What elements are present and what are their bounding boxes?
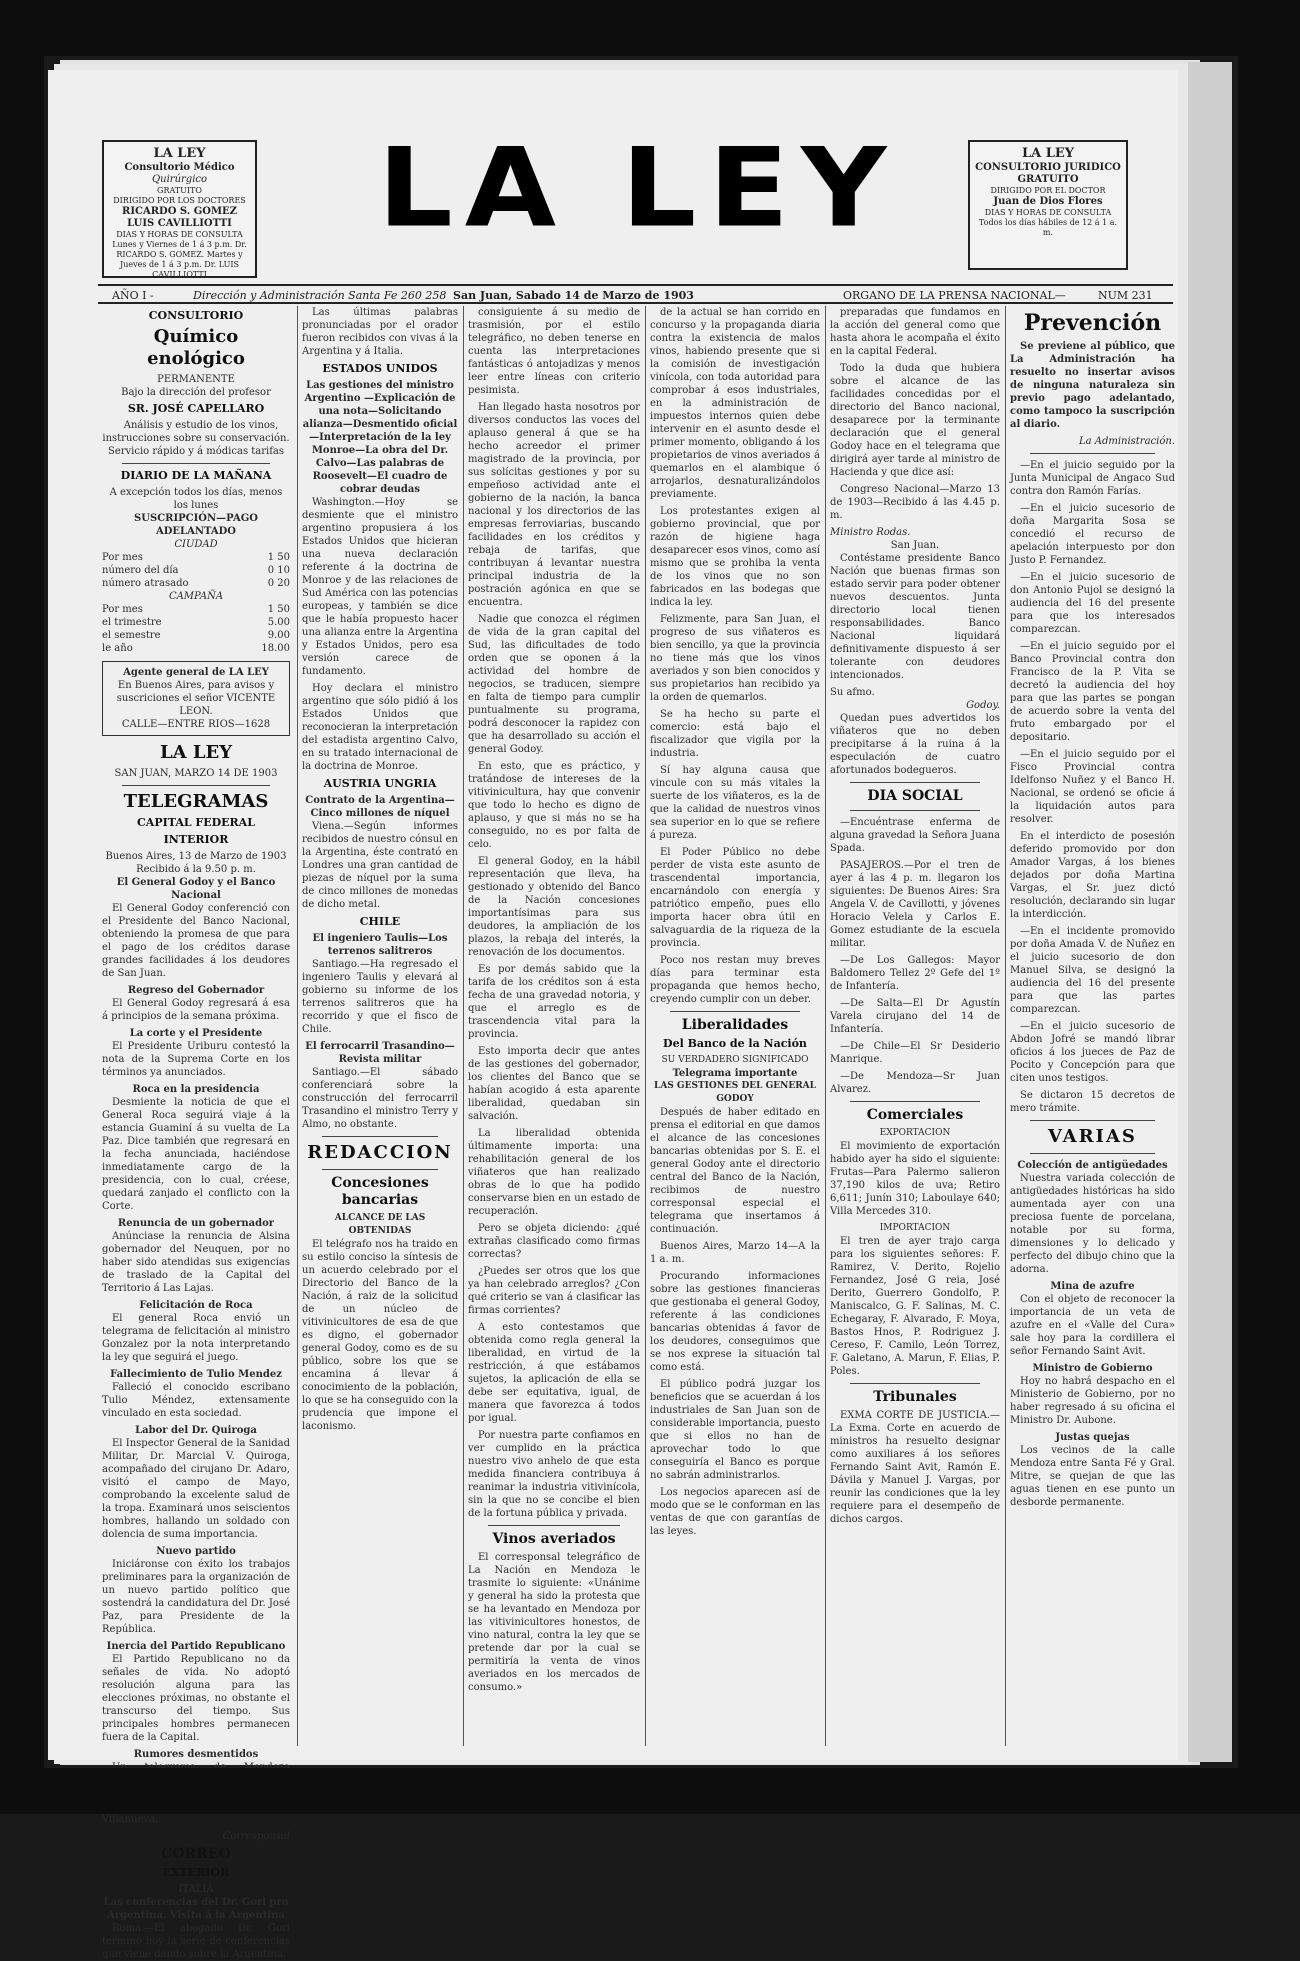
court-item: —En el juicio sucesorio de doña Margarita Sosa se concedió el recurso de apelación interpuesto por don Justo P. Fernandez. — [1010, 503, 1175, 566]
court-item: —En el incidente promovido por doña Amada V. de Nuñez en el juicio sucesorio de don Manuel Silva, se designó la audiencia del 16 del presente para que las partes comparezcan. — [1010, 926, 1175, 1015]
court-item: —En el juicio seguido por el Fisco Provincial contra Idelfonso Nuñez y el Banco H. Nacional, se ordenó se oficie á la liquidación autos para resolver. — [1010, 749, 1175, 825]
city-label: CIUDAD — [174, 539, 218, 550]
telegram-item: Fallecimiento de Tulio Mendez Falleció el conocido escribano Tulio Méndez, extensamente vinculado en esta sociedad. — [102, 1369, 290, 1419]
agent-box — [102, 661, 290, 736]
paper-date: SAN JUAN, MARZO 14 DE 1903 — [114, 768, 278, 779]
country-row: Por mes 1 50 — [102, 604, 290, 615]
left-ad-directed: DIRIGIDO POR LOS DOCTORES — [113, 196, 246, 205]
col5-text4: Quedan pues advertidos los viñateros que no deben precipitarse á la ruina á la especulación de cuatro afortunados bodegueros. — [830, 713, 1000, 776]
dispatch-line: Buenos Aires, 13 de Marzo de 1903 Recibido á la 9.50 p. m. — [105, 851, 287, 875]
lib-text3: El público podrá juzgar los beneficios que se acuerdan á los industriales de San Juan son de considerable importancia, puesto que si ellos no han de aprovechar todo lo que conseguiría el Banco es porque no sabrán administrarlos. — [650, 1379, 820, 1481]
concessions-heading: Concesiones bancarias — [331, 1175, 429, 1208]
telegram-item: La corte y el Presidente El Presidente Uriburu contestó la nota de la Suprema Corte en los términos ya anunciados. — [102, 1028, 290, 1078]
city-row: Por mes 1 50 — [102, 552, 290, 563]
consult-title: CONSULTORIO — [148, 309, 244, 322]
col3-text1: consiguiente á su medio de trasmisión, por el estilo telegráfico, no deben tenerse en cuenta las interpretaciones fantásticas ó antojadizas y menos leer entre líneas con criterio pesimista. — [468, 307, 640, 396]
court-item: —En el juicio sucesorio de don Antonio Pujol se designó la audiencia del 16 del presente para que los interesados comparezcan. — [1010, 572, 1175, 635]
col5-sign-pre: Su afmo. — [830, 687, 875, 698]
right-ad-title: LA LEY — [1021, 146, 1075, 161]
telegram-item: Roca en la presidencia Desmiente la noticia de que el General Roca seguirá viaje á la estancia Guaminí á su vuelta de La Paz. Dice también que regresará en la fecha anunciada, haciéndose inmediatamente cargo de la presidencia, con lo cual, créese, quedará zanjado el conflicto con la Corte. — [102, 1084, 290, 1212]
social-item: —Encuéntrase enferma de alguna gravedad la Señora Juana Spada. — [830, 817, 1000, 854]
col3-text4: En esto, que es práctico, y tratándose de intereses de la vitivinicultura, hay que convenir que todo lo hecho es digno de aplauso, y que si más no se ha conseguido, no es por falta de celo. — [468, 761, 640, 850]
lib-sub4: LAS GESTIONES DEL GENERAL GODOY — [653, 1081, 816, 1104]
country-row: le año 18.00 — [102, 643, 290, 654]
telegram-item: Regreso del Gobernador El General Godoy regresará á esa á principios de la semana próxima. — [102, 985, 290, 1022]
varias-head: Colección de antigüedades — [1017, 1160, 1168, 1171]
varias-text2: Con el objeto de reconocer la importancia de un veta de azufre en el «Valle del Cura» sale hoy para la cordillera el señor Fernando Saint Avit. — [1010, 1294, 1175, 1357]
varias-head4: Justas quejas — [1055, 1432, 1130, 1443]
vinos-text: El corresponsal telegráfico de La Nación en Mendoza le trasmite lo siguiente: «Unánime y general ha sido la protesta que se ha levantado en Mendoza por las vitivinicultores honestos, de vino natural, contra la ley que se pretende dar por la cual se permitiría la venta de vinos averiados en los mercados de consumo.» — [468, 1552, 640, 1693]
austria-heading: AUSTRIA UNGRIA — [323, 777, 437, 790]
left-ad-free: GRATUITO — [157, 186, 202, 195]
export-heading: EXPORTACION — [879, 1128, 951, 1138]
usa-text: Washington.—Hoy se desmiente que el ministro argentino propusiera á los Estados Unidos que hicieran una nueva declaración referente á la doctrina de Monroe y de las relaciones de Sud América con las potencias europeas, y también se dice que le había propuesto hacer una alianza entre la Argentina y Estados Unidos, pero esa versión carece de fundamento. — [302, 497, 458, 677]
tribunales-text: EXMA CORTE DE JUSTICIA.—La Exma. Corte en acuerdo de ministros ha resuelto designar como auxiliares á los señores Fernando Saint Avit, Ramón E. Dávila y Manuel J. Vargas, por reunir las condiciones que la ley requiere para el desempeño de dichos cargos. — [830, 1410, 1000, 1525]
right-ad-free: GRATUITO — [1017, 174, 1079, 185]
chile-subhead2: El ferrocarril Trasandino—Revista militar — [305, 1041, 455, 1065]
social-item: —De Salta—El Dr Agustín Varela cirujano del 14 de Infantería. — [830, 998, 1000, 1035]
export-text: El movimiento de exportación habido ayer ha sido el siguiente: Frutas—Para Palermo salieron 37,190 kilos de uva; Retiro 6,611; Junín 310; Laboulaye 640; Villa Mercedes 310. — [830, 1141, 1000, 1217]
usa-heading: ESTADOS UNIDOS — [322, 362, 438, 375]
italia-text: Roma.—El abogado Dr. Gori terminó hoy la serie de conferencias que viene dando sobre la Argentina. — [102, 1923, 290, 1960]
lib-sub: Del Banco de la Nación — [663, 1037, 807, 1050]
telegram-item: Nuevo partido Iniciáronse con éxito los trabajos preliminares para la organización de un nuevo partido político que sostendrá la candidatura del Dr. José Paz, para Presidente de la República. — [102, 1546, 290, 1635]
col5-dispatch: Congreso Nacional—Marzo 13 de 1903—Recibido á las 4.45 p. m. — [830, 484, 1000, 521]
lib-text2: Procurando informaciones sobre las gestiones financieras que gestionaba el general Godoy, referente á las condiciones bancarias obtenidas á favor de los deudores, conseguimos que se nos exprese la situación tal como está. — [650, 1271, 820, 1373]
dateline-date: San Juan, Sabado 14 de Marzo de 1903 — [453, 289, 694, 302]
lib-sub3: Telegrama importante — [672, 1068, 798, 1079]
masthead-right-ad — [968, 140, 1128, 270]
col4-text2: Los protestantes exigen al gobierno provincial, que por razón de higiene haga desaparecer esos vinos, como así mismo que se prohiba la venta de los vinos que no son fabricados en las bodegas que indica la ley. — [650, 506, 820, 608]
prevencion-admin: La Administración. — [1078, 436, 1175, 447]
col5-place: San Juan. — [890, 540, 940, 551]
varias-text4: Los vecinos de la calle Mendoza entre Santa Fé y Gral. Mitre, se quejan de que las aguas tienen en ese punto un desborde permanente. — [1010, 1445, 1175, 1508]
correo-heading: CORREO — [161, 1846, 231, 1862]
chile-heading: CHILE — [359, 915, 401, 928]
col4-text4: Se ha hecho su parte el comercio: está bajo el fiscalizador que vigila por la industria. — [650, 709, 820, 759]
comerciales-heading: Comerciales — [866, 1107, 964, 1123]
dateline-organ: ORGANO DE LA PRENSA NACIONAL— — [843, 289, 1066, 302]
consult-professor: SR. JOSÉ CAPELLARO — [127, 402, 265, 415]
paper-name: LA LEY — [159, 742, 233, 763]
dateline-year: AÑO I - — [112, 289, 154, 302]
prevencion-text: Se previene al público, que La Administración ha resuelto no insertar avisos de ninguna naturaleza sin previo pago adelantado, como tampoco la suscripción al diario. — [1010, 341, 1175, 430]
consult-text: Análisis y estudio de los vinos, instrucciones sobre su conservación. Servicio rápido y á módicas tarifas — [102, 420, 290, 457]
social-heading: DIA SOCIAL — [867, 788, 963, 804]
import-text: El tren de ayer trajo carga para los siguientes señores: F. Ramirez, V. Derito, Rojelio Fernandez, José G reia, José Derito, Guerrero Gondolfo, P. Maniscalco, G. F. Salinas, M. C. Echegaray, F. Alvarado, F. Moya, Bastos Hnos, P. Rodriguez J. Cereso, F. Camilo, León Torrez, F. Galetano, A. Marun, F. Elias, P. Poles. — [830, 1236, 1000, 1377]
country-label: CAMPAÑA — [168, 591, 224, 602]
usa-subhead: Las gestiones del ministro Argentino —Explicación de una nota—Solicitando alianza—Desmentido oficial—Interpretación de la ley Monroe—La obra del Dr. Calvo—Las palabras de Roosevelt—El cuadro de cobrar deudas — [302, 380, 458, 495]
telegram-item: Inercia del Partido Republicano El Partido Republicano no da señales de vida. No adoptó resolución alguna para las elecciones próximas, no obstante el transcurso del tiempo. Sus principales hombres permanecen fuera de la Capital. — [102, 1641, 290, 1743]
column-2 — [302, 306, 458, 1746]
dateline-address: Dirección y Administración Santa Fe 260 258 — [193, 289, 447, 302]
col5-text2: Todo la duda que hubiera sobre el alcance de las facilidades concedidas por el directorio del Banco nacional, desaparece por la terminante declaración que el general Godoy hace en el telegrama que dirigirá ayer tarde al ministro de Hacienda y que dice así: — [830, 363, 1000, 478]
column-4 — [650, 306, 820, 1746]
col3-text5: El general Godoy, en la hábil representación que lleva, ha gestionado y obtenido del Banco de la Nación concesiones importantísimas para sus deudores, la ampliación de los plazos, la rebaja del interés, la renovación de los documentos. — [468, 856, 640, 958]
austria-subhead: Contrato de la Argentina—Cinco millones de níquel — [305, 795, 455, 819]
col3-text9: Pero se objeta diciendo: ¿qué extrañas clasificado como firmas correctas? — [468, 1223, 640, 1260]
court-item: Se dictaron 15 decretos de mero trámite. — [1010, 1090, 1175, 1114]
col3-text12: Por nuestra parte confiamos en ver cumplido en la práctica nuestro vivo anhelo de que esta medida financiera contribuya á reanimar la industria vitivinícola, sin la que no se concibe el bien de la fortuna pública y privada. — [468, 1430, 640, 1519]
col4-text6: El Poder Público no debe perder de vista este asunto de trascendental importancia, encarnándolo con energía y patriótico empeño, pues ello importa hacer obra útil en salvaguardia de la riqueza de la provincia. — [650, 847, 820, 949]
usa-text2: Hoy declara el ministro argentino que sólo pidió á los Estados Unidos que reconocieran la interpretación del estadista argentino Calvo, en su tratado internacional de la doctrina de Monroe. — [302, 683, 458, 772]
telegram-item: Rumores desmentidos Villanueva. — [102, 1749, 259, 1825]
vinos-heading: Vinos averiados — [492, 1531, 616, 1547]
concessions-text: El telégrafo nos ha traido en su estilo conciso la síntesis de un acuerdo celebrado por el Directorio del Banco de la Nación, á raiz de la solicitud de un núcleo de vitivinicultores de esa de que es digno, el gobernador general Godoy, como es de su público, sobre los que se encamina á llevar á conocimiento de la población, lo que se ha conseguido con la prudencia que impone el laconismo. — [302, 1239, 458, 1432]
agent-text: En Buenos Aires, para avisos y suscriciones el señor VICENTE LEON. — [116, 680, 276, 717]
column-6 — [1010, 306, 1175, 1746]
telegram-item: Felicitación de Roca El general Roca envió un telegrama de felicitación al ministro Gonzalez por la nota interpretando la ley que seguirá el juego. — [102, 1300, 290, 1363]
telegram-item: El General Godoy y el Banco Nacional El General Godoy conferenció con el Presidente del Banco Nacional, obteniendo la promesa de que para el pago de los créditos darase grandes facilidades á los deudores de San Juan. — [102, 877, 290, 979]
liberalidades-heading: Liberalidades — [681, 1017, 789, 1033]
col5-text3: Contéstame presidente Banco Nación que buenas firmas son estado servir para poder obtener nuevos descuentos. Junta directorio local tienen responsabilidades. Banco Nacional liquidará definitivamente dispuesto á ser tolerante con deudores intencionados. — [830, 553, 1000, 681]
court-item: En el interdicto de posesión deferido promovido por don Amador Vargas, á los bienes dejados por doña Martina Vargas, el Sr. juez dictó resolución, declarando sin lugar la interdicción. — [1010, 831, 1175, 920]
city-row: número atrasado 0 20 — [102, 578, 290, 589]
varias-text3: Hoy no habrá despacho en el Ministerio de Gobierno, por no haber regresado á su oficina el Ministro Dr. Aubone. — [1010, 1376, 1175, 1426]
lib-dispatch: Buenos Aires, Marzo 14—A la 1 a. m. — [650, 1241, 820, 1265]
social-item: —De Chile—El Sr Desiderio Manrique. — [830, 1041, 1000, 1065]
consult-permanent: PERMANENTE — [157, 374, 235, 385]
court-item: —En el juicio seguido por la Junta Municipal de Angaco Sud contra don Ramón Farías. — [1010, 460, 1175, 497]
col3-text7: Esto importa decir que antes de las gestiones del gobernador, los clientes del Banco que se habían acogido á esta aparente liberalidad, quedaban sin salvación. — [468, 1046, 640, 1122]
paper-ad-sub: A excepción todos los días, menos los lunes — [109, 487, 283, 511]
country-row: el trimestre 5.00 — [102, 617, 290, 628]
agent-title: Agente general de LA LEY — [123, 667, 269, 678]
telegram-item: Labor del Dr. Quiroga El Inspector General de la Sanidad Militar, Dr. Marcial V. Quiroga, acompañado del cirujano Dr. Adaro, visitó el campo de Mayo, comprobando la excelente salud de la tropa. Examinará unos seiscientos hombres, hallando un soldado con dolencia de suma importancia. — [102, 1425, 290, 1540]
masthead-title: LA LEY — [377, 124, 899, 252]
dateline-number: NUM 231 — [1098, 289, 1153, 302]
col5-sign: Godoy. — [966, 700, 1000, 711]
austria-text: Viena.—Según informes recibidos de nuestro cónsul en la Argentina, éste contrató en Londres una gran cantidad de piezas de níquel por la suma de cinco millones de monedas de dicho metal. — [302, 821, 458, 910]
col2-intro: Las últimas palabras pronunciadas por el orador fueron recibidos con vivas á la Argentina y á Italia. — [302, 307, 458, 357]
left-ad-subtitle: Consultorio Médico — [124, 162, 235, 173]
col4-text7: Poco nos restan muy breves días para terminar esta propaganda que hemos hecho, creyendo cumplir con un deber. — [650, 955, 820, 1005]
column-1 — [102, 306, 290, 1960]
right-ad-doctor: Juan de Dios Flores — [993, 196, 1103, 207]
redaccion-heading: REDACCION — [307, 1142, 453, 1163]
lib-text4: Los negocios aparecen así de modo que se le conforman en las ventas de que con garantías de las leyes. — [650, 1487, 820, 1537]
lib-text: Después de haber editado en prensa el editorial en que damos el alcance de las concesiones bancarias obtenidas por S. E. el general Godoy ante el directorio central del Banco de la Nación, recibimos de nuestro corresponsal especial el telegrama que insertamos á continuación. — [650, 1107, 820, 1235]
left-ad-hours: DIAS Y HORAS DE CONSULTA — [116, 230, 243, 239]
varias-head2: Mina de azufre — [1050, 1281, 1135, 1292]
col4-text3: Felizmente, para San Juan, el progreso de sus viñateros es bien sencillo, ya que la provincia no tiene más que los vinos averiados y son bien conocidos y sus propietarios han recibido ya la orden de quemarlos. — [650, 614, 820, 703]
column-3 — [468, 306, 640, 1746]
subscription-label: SUSCRIPCIÓN—PAGO ADELANTADO — [134, 513, 258, 537]
correspondent: Corresponsal — [222, 1831, 290, 1842]
italia-head: Las conferencias del Dr. Gori pro Argentina. Visita á la Argentina — [103, 1897, 289, 1921]
chile-text: Santiago.—Ha regresado el ingeniero Taulis y elevará al gobierno su informe de los terrenos salitreros que ha recorrido y que el fisco de Chile. — [302, 959, 458, 1035]
capital-heading: CAPITAL FEDERAL — [137, 816, 255, 829]
left-ad-kind: Quirúrgico — [151, 174, 208, 185]
col3-text11: A esto contestamos que obtenida como regla general la liberalidad, en virtud de la restricción, á que estábamos sujetos, la aplicación de ella se debe ser equitativa, igual, de manera que favorezca á todos por igual. — [468, 1322, 640, 1424]
country-row: el semestre 9.00 — [102, 630, 290, 641]
social-item: PASAJEROS.—Por el tren de ayer á las 4 p. m. llegaron los siguientes: De Buenos Aires: Sra Angela V. de Cavillotti, y jóvenes Horacio Velela y Carlos E. Gomez estudiante de la escuela militar. — [830, 860, 1000, 949]
col3-text8: La liberalidad obtenida últimamente importa: una rehabilitación general de los viñateros que han realizado obras de lo que ha podido conservarse bien en un estado de recuperación. — [468, 1128, 640, 1217]
chile-subhead: El ingeniero Taulis—Los terrenos salitreros — [312, 933, 448, 957]
col5-minister: Ministro Rodas. — [830, 527, 911, 538]
right-ad-note: Todos los días hábiles de 12 á 1 a. m. — [978, 218, 1118, 237]
varias-text: Nuestra variada colección de antigüedades históricas ha sido aumentada ayer con una preciosa fuente de porcelana, notable por su forma, dimensiones y lo delicado y perfecto del dibujo chino que la adorna. — [1010, 1173, 1175, 1275]
left-ad-title: LA LEY — [153, 146, 206, 161]
varias-heading: VARIAS — [1048, 1126, 1137, 1147]
agent-address: CALLE—ENTRE RIOS—1628 — [121, 719, 271, 730]
right-ad-hours: DIAS Y HORAS DE CONSULTA — [984, 208, 1112, 217]
city-row: número del día 0 10 — [102, 565, 290, 576]
column-5 — [830, 306, 1000, 1746]
col4-text1: de la actual se han corrido en concurso y la propaganda diaria contra la existencia de malos vinos, habiendo presente que si la comisión de investigación vinícola, con toda autoridad para comprobar á esos industriales, en la administración de impuestos internos quien debe intervenir en el asunto desde el primer momento, obligando á los propietarios de vinos averiados á quemarlos en el alambique ó arrojarlos, desnaturalizándolos previamente. — [650, 307, 820, 500]
col3-text6: Es por demás sabido que la tarifa de los créditos son á esta fecha de una gravedad notoria, y que el arreglo es de trascendencia vital para la provincia. — [468, 964, 640, 1040]
interior-heading: INTERIOR — [163, 833, 229, 846]
court-item: —En el juicio seguido por el Banco Provincial contra don Francisco de la P. Vita se decretó la audiencia del hoy para que las partes se pongan de acuerdo sobre la venta del fruto embargado por el depositario. — [1010, 641, 1175, 743]
dateline-bar — [98, 284, 1173, 304]
col5-text1: preparadas que fundamos en la acción del general como que hasta ahora le acompaña el éxito en la capital Federal. — [830, 307, 1000, 357]
right-ad-directed: DIRIGIDO POR EL DOCTOR — [990, 186, 1106, 195]
court-item: —En el juicio sucesorio de Abdon Jofré se mandó librar oficios á los jueces de Paz de Pocito y Concepción para que citen unos testigos. — [1010, 1021, 1175, 1084]
prevencion-heading: Prevención — [1023, 310, 1162, 336]
tribunales-heading: Tribunales — [873, 1389, 957, 1405]
left-ad-doctor2: LUIS CAVILLIOTTI — [127, 218, 232, 229]
left-ad-note: Lunes y Viernes de 1 á 3 p.m. Dr. RICARDO S. GOMEZ. Martes y Jueves de 1 á 3 p.m. Dr. LUIS CAVILLIOTTI — [112, 240, 247, 279]
lib-sub2: SU VERDADERO SIGNIFICADO — [661, 1055, 809, 1065]
import-heading: IMPORTACION — [879, 1223, 951, 1233]
concessions-sub: ALCANCE DE LAS OBTENIDAS — [334, 1213, 426, 1236]
varias-head3: Ministro de Gobierno — [1032, 1363, 1153, 1374]
paper-ad-title: DIARIO DE LA MAÑANA — [120, 469, 272, 482]
col3-text3: Nadie que conozca el régimen de vida de la gran capital del Sud, las dificultades de todo orden que se oponen á la actividad del hombre de negocios, se traducen, siempre en falta de tiempo para cumplir puntualmente su programa, podrá desconocer la rapidez con que ha desarrollado su acción el general Godoy. — [468, 614, 640, 755]
consult-direction: Bajo la dirección del profesor — [121, 387, 271, 398]
exterior-heading: EXTERIOR — [162, 1866, 230, 1879]
col4-text5: Sí hay alguna causa que vincule con su más vitales la suerte de los viñateros, es la de que la calidad de nuestros vinos sea superior en lo que se refiere á pureza. — [650, 765, 820, 841]
consult-name: Químico enológico — [147, 326, 245, 369]
left-ad-doctor1: RICARDO S. GOMEZ — [122, 206, 237, 217]
right-ad-subtitle: CONSULTORIO JURIDICO — [975, 162, 1121, 173]
social-item: —De Mendoza—Sr Juan Alvarez. — [830, 1071, 1000, 1095]
italia-heading: ITALIA — [178, 1884, 214, 1895]
telegrams-heading: TELEGRAMAS — [123, 791, 269, 812]
col3-text2: Han llegado hasta nosotros por diversos conductos las voces del aplauso general á que se ha hecho acreedor el primer magistrado de la provincia, por sus solícitas gestiones y por su empeñoso actividad ante el gobierno de la nación, la banca nacional y los directorios de las empresas ferroviarias, buscando facilidades en los créditos y rebaja de tarifas, que contribuyan á levantar nuestra principal industria de la postración agónica en que se encuentra. — [468, 402, 640, 608]
social-item: —De Los Gallegos: Mayor Baldomero Tellez 2º Gefe del 1º de Infantería. — [830, 955, 1000, 992]
col3-text10: ¿Puedes ser otros que los que ya han celebrado arreglos? ¿Con qué criterio se van á clasificar las firmas corrientes? — [468, 1266, 640, 1316]
telegram-item: Renuncia de un gobernador Anúnciase la renuncia de Alsina gobernador del Neuquen, por no haber sido atendidas sus exigencias de traslado de la Capital del Territorio á Las Lajas. — [102, 1218, 290, 1294]
chile-text2: Santiago.—El sábado conferenciará sobre la construcción del ferrocarril Trasandino el ministro Terry y Almo, no obstante. — [302, 1067, 458, 1130]
